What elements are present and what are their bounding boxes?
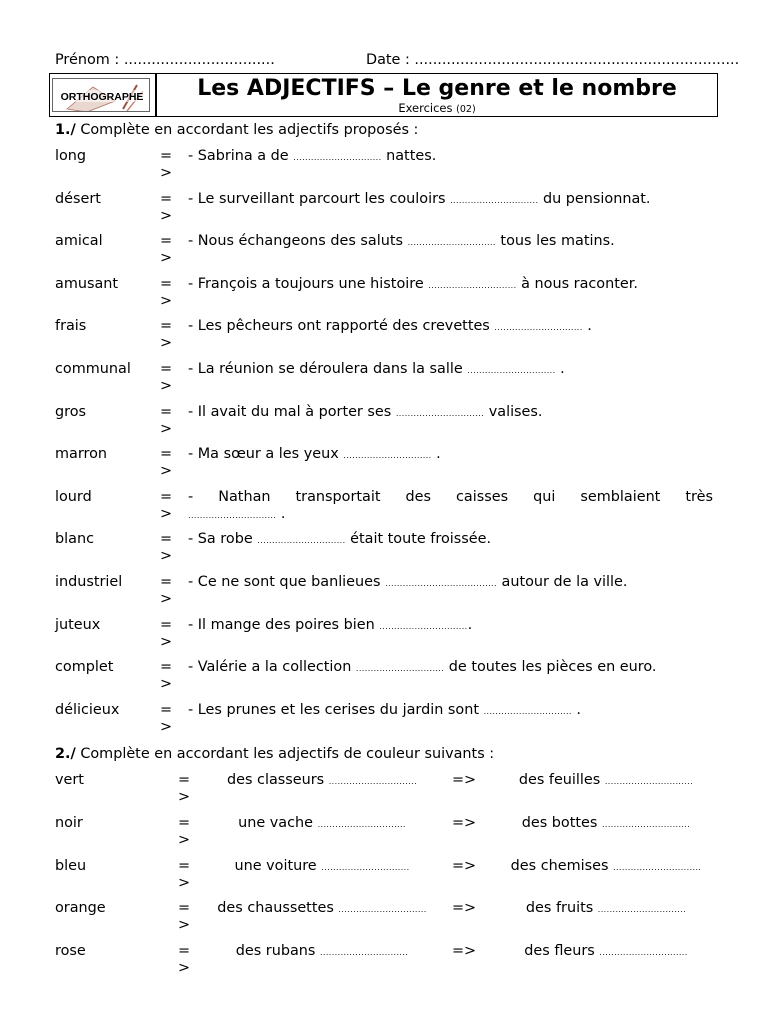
logo-text: ORTHOGRAPHE [60,91,144,103]
answer-blank[interactable]: .............................. [597,905,687,915]
noun-text: des rubans [235,943,316,960]
answer-blank[interactable]: .............................. [379,621,468,631]
sentence-before: - Il avait du mal à porter ses [188,403,396,420]
answer-blank[interactable]: .............................. [450,195,539,205]
exercise-2-instruction: Complète en accordant les adjectifs de couleur suivants : [75,746,495,762]
noun-phrase-right [486,943,726,961]
sentence-after: . [571,701,582,718]
arrow-tail: > [160,676,173,693]
noun-phrase-left [196,815,448,833]
adjective-word: blanc [55,531,94,548]
sentence-word: semblaient [580,488,661,505]
answer-blank[interactable]: .............................. [355,664,445,674]
exercise-1-heading [55,122,418,139]
sentence-continuation [188,506,285,524]
noun-phrase-left [196,900,448,918]
sentence-after: tous les matins. [495,233,615,250]
page-title: Les ADJECTIFS – Le genre et le nombre [197,76,677,101]
adjective-word: lourd [55,488,92,505]
equals-sign: = [178,900,191,917]
color-adjective: noir [55,814,83,831]
sentence [188,574,627,592]
adjective-word: délicieux [55,701,120,718]
exercise-1-instruction: Complète en accordant les adjectifs proposés : [75,122,419,138]
noun-phrase-right [486,858,726,876]
answer-blank[interactable]: .............................. [407,238,496,248]
answer-blank[interactable]: .............................. [395,408,485,418]
color-adjective: vert [55,772,84,788]
arrow-tail: > [160,292,173,309]
arrow-tail: > [160,548,173,565]
answer-blank[interactable]: .............................. [483,706,572,716]
arrow-tail: > [160,420,173,437]
sentence-word: caisses [456,488,509,505]
adjective-word: frais [55,318,87,335]
sentence-after: à nous raconter. [516,275,638,292]
sentence-before: - Sa robe [188,531,258,548]
adjective-word: amical [55,233,103,250]
sentence-before: - Le surveillant parcourt les couloirs [188,190,451,207]
arrow-tail: > [160,165,173,181]
equals-sign: = [178,857,191,874]
arrow-tail: > [178,789,191,805]
sentence-word: - [188,488,194,505]
noun-text: des feuilles [518,772,601,788]
equals-sign: = [160,659,173,676]
noun-phrase-left [196,858,448,876]
noun-phrase-left [196,943,448,961]
answer-blank[interactable]: .............................. [343,451,432,461]
exercise-2-heading [55,746,494,763]
answer-blank[interactable]: ...................................... [385,579,497,588]
sentence [188,233,615,251]
sentence-word: qui [533,488,556,505]
adjective-word: amusant [55,275,119,292]
sentence-before: - François a toujours une histoire [188,275,429,292]
sentence-word: transportait [295,488,381,505]
logo-graphic [53,79,150,112]
noun-text: des fruits [525,900,594,917]
arrow-tail: > [160,591,173,607]
adjective-word: communal [55,361,131,377]
answer-blank[interactable]: .............................. [601,819,691,829]
answer-blank[interactable]: .............................. [604,777,694,786]
arrow-tail: > [160,335,173,352]
equals-sign: = [160,701,173,718]
arrow-tail: > [160,463,173,480]
arrow-sign: => [452,943,477,960]
sentence-after: était toute froissée. [345,531,492,548]
sentence-before: - Ma sœur a les yeux [188,446,344,463]
equals-sign: = [160,190,173,207]
equals-sign: = [160,616,173,633]
sentence-after: . [431,446,441,463]
adjective-word: long [55,148,87,164]
sentence-after: valises. [484,403,543,420]
noun-text: des chaussettes [217,900,334,917]
sentence [188,318,592,336]
answer-blank[interactable]: .............................. [319,948,409,958]
sentence-before: - Sabrina a de [188,148,294,164]
equals-sign: = [160,148,173,164]
sentence-after: du pensionnat. [538,190,651,207]
exercise-1-number: 1./ [55,122,76,138]
answer-blank[interactable]: .............................. [328,777,418,786]
arrow-tail: > [160,718,173,735]
answer-blank[interactable]: .............................. [293,153,382,162]
noun-phrase-left [196,772,448,790]
sentence-before: - La réunion se déroulera dans la salle [188,361,468,377]
sentence [188,659,657,677]
equals-sign: = [178,772,191,788]
answer-blank[interactable]: .............................. [494,323,583,333]
equals-sign: = [160,233,173,250]
equals-sign: = [178,943,191,960]
date-field[interactable]: Date : ....................................................................... [366,52,740,68]
sentence-after: . [467,616,473,633]
arrow-tail: > [178,874,191,891]
sentence-before: - Il mange des poires bien [188,616,380,633]
prenom-field[interactable]: Prénom : ................................. [55,52,275,68]
arrow-sign: => [452,772,477,788]
exercise-2-number: 2./ [55,746,76,762]
sentence [188,531,491,549]
arrow-tail: > [178,960,191,977]
adjective-word: désert [55,190,101,207]
arrow-tail: > [160,207,173,224]
title-separator [155,73,157,117]
sentence [188,276,638,294]
noun-phrase-right [486,772,726,790]
adjective-word: marron [55,446,108,463]
sentence [188,446,441,464]
answer-blank[interactable]: .............................. [257,536,346,546]
subtitle-number: (02) [456,104,476,115]
equals-sign: = [160,446,173,463]
equals-sign: = [160,361,173,377]
adjective-word: juteux [55,616,101,633]
equals-sign: = [160,531,173,548]
equals-sign: = [160,403,173,420]
sentence-after: . [555,361,565,377]
answer-blank[interactable]: .............................. [321,862,410,872]
color-adjective: orange [55,900,106,917]
noun-text: des bottes [521,814,598,831]
sentence-before: - Nous échangeons des saluts [188,233,408,250]
equals-sign: = [160,574,173,590]
noun-phrase-right [486,900,726,918]
subtitle-text: Exercices [398,101,453,115]
answer-blank[interactable]: .............................. [467,366,556,375]
color-adjective: bleu [55,857,87,874]
noun-text: des fleurs [524,943,595,960]
adjective-word: gros [55,403,87,420]
answer-blank[interactable]: .............................. [428,280,517,290]
sentence [188,191,650,209]
sentence-after: . [582,318,592,335]
sentence-after: . [276,505,286,522]
sentence-after: nattes. [381,148,437,164]
arrow-tail: > [160,250,173,267]
arrow-sign: => [452,814,477,831]
sentence-justified [188,489,713,506]
answer-blank[interactable]: .............................. [188,510,277,520]
equals-sign: = [160,275,173,292]
answer-blank[interactable]: .............................. [599,948,688,958]
sentence-word: très [685,488,713,505]
answer-blank[interactable]: .............................. [317,819,406,829]
adjective-word: industriel [55,574,123,590]
sentence-after: autour de la ville. [496,574,628,590]
sentence [188,148,436,166]
noun-text: des chemises [510,857,609,874]
sentence-word: des [405,488,431,505]
arrow-tail: > [178,917,191,934]
sentence [188,361,565,379]
equals-sign: = [178,814,191,831]
sentence-before: - Valérie a la collection [188,659,356,676]
arrow-tail: > [160,633,173,650]
arrow-tail: > [160,378,173,394]
sentence-after: de toutes les pièces en euro. [444,659,657,676]
arrow-tail: > [160,505,173,522]
sentence [188,702,581,720]
answer-blank[interactable]: .............................. [338,905,427,915]
noun-text: une voiture [234,857,317,874]
sentence-before: - Les prunes et les cerises du jardin sont [188,701,484,718]
orthographe-logo [52,78,150,112]
arrow-sign: => [452,900,477,917]
equals-sign: = [160,318,173,335]
sentence-word: Nathan [218,488,271,505]
noun-phrase-right [486,815,726,833]
adjective-word: complet [55,659,114,676]
answer-blank[interactable]: .............................. [613,862,702,872]
sentence [188,617,472,635]
sentence-before: - Les pêcheurs ont rapporté des crevettes [188,318,495,335]
noun-text: une vache [238,814,313,831]
page-subtitle [158,101,716,117]
arrow-sign: => [452,857,477,874]
sentence-before: - Ce ne sont que banlieues [188,574,386,590]
color-adjective: rose [55,943,86,960]
arrow-tail: > [178,831,191,848]
noun-text: des classeurs [226,772,325,788]
equals-sign: = [160,488,173,505]
sentence [188,404,543,422]
